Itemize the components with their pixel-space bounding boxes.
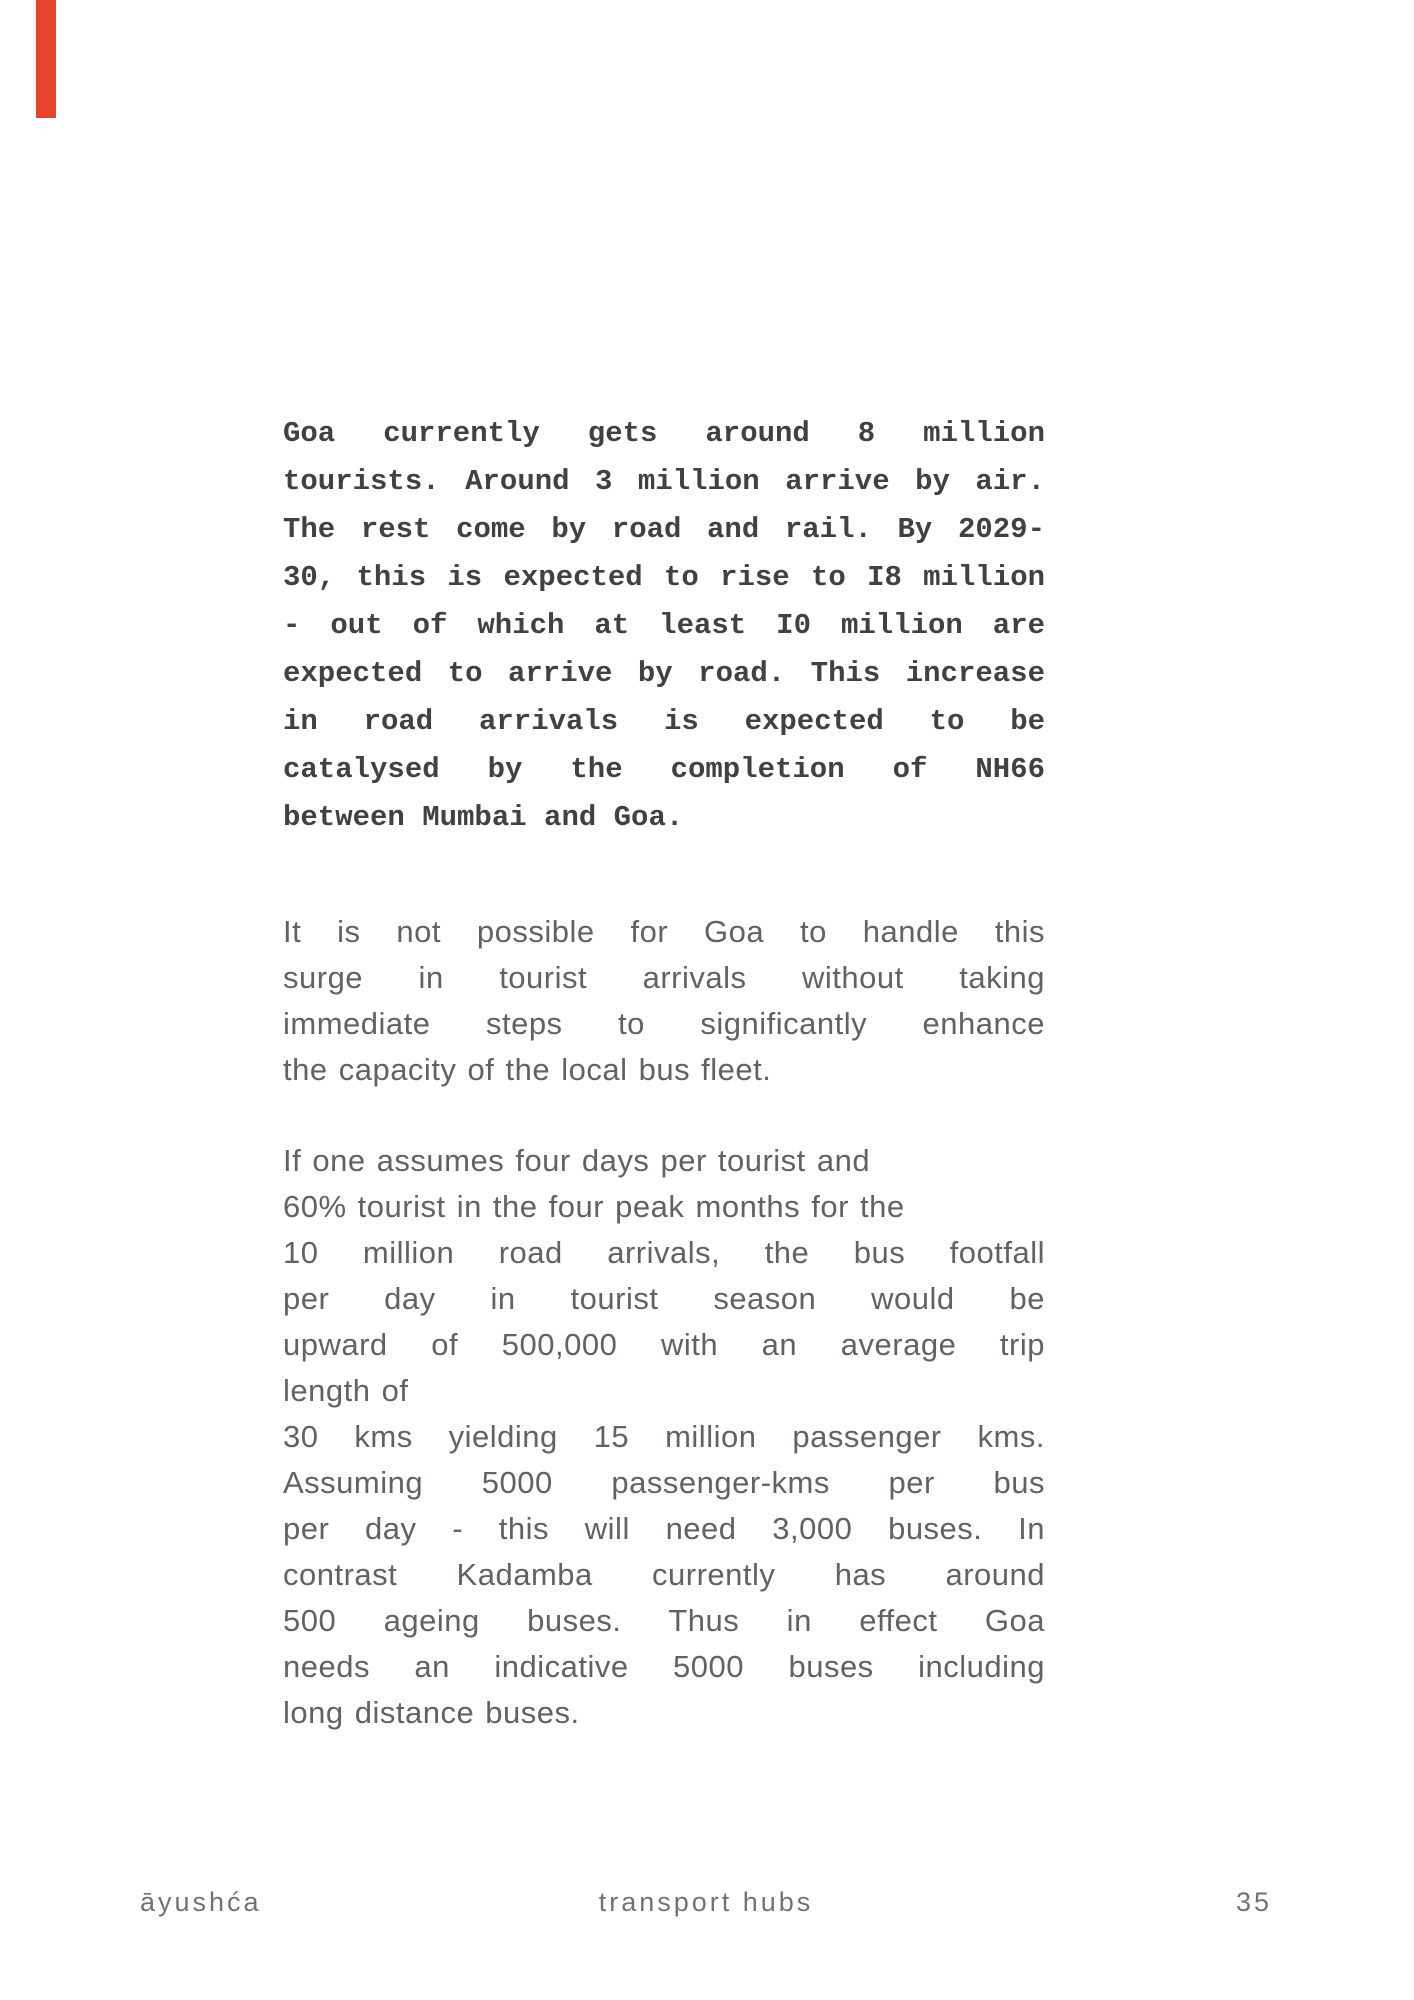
- body-line: 10 million road arrivals, the bus footfall: [283, 1235, 1045, 1270]
- body-line: Assuming 5000 passenger-kms per bus: [283, 1465, 1045, 1500]
- body-line: immediate steps to significantly enhance: [283, 1006, 1045, 1041]
- body-line: per day in tourist season would be: [283, 1281, 1045, 1316]
- typewriter-line: - out of which at least I0 million are: [283, 609, 1045, 642]
- body-line: length of: [283, 1373, 409, 1408]
- footer-section-title: transport hubs: [598, 1887, 814, 1917]
- body-paragraph-capacity: [283, 909, 1045, 1093]
- typewriter-line: expected to arrive by road. This increase: [283, 657, 1045, 690]
- chapter-marker-ribbon: [36, 0, 56, 118]
- typewriter-line: in road arrivals is expected to be: [283, 705, 1045, 738]
- typewriter-line: Goa currently gets around 8 million: [283, 417, 1045, 450]
- body-line: 500 ageing buses. Thus in effect Goa: [283, 1603, 1045, 1638]
- body-line: surge in tourist arrivals without taking: [283, 960, 1045, 995]
- typewriter-line: tourists. Around 3 million arrive by air.: [283, 465, 1045, 498]
- body-paragraph-calculation: [283, 1138, 1045, 1736]
- body-line: upward of 500,000 with an average trip: [283, 1327, 1045, 1362]
- body-line: If one assumes four days per tourist and: [283, 1143, 871, 1178]
- footer-brand: āyushća: [140, 1887, 262, 1917]
- typewriter-paragraph: [283, 410, 1045, 842]
- body-line: contrast Kadamba currently has around: [283, 1557, 1045, 1592]
- body-line: It is not possible for Goa to handle this: [283, 914, 1045, 949]
- body-line: the capacity of the local bus fleet.: [283, 1052, 772, 1087]
- body-line: 30 kms yielding 15 million passenger kms.: [283, 1419, 1045, 1454]
- body-line: 60% tourist in the four peak months for the: [283, 1189, 905, 1224]
- page-number: 35: [1235, 1887, 1272, 1917]
- typewriter-line: The rest come by road and rail. By 2029-: [283, 513, 1045, 546]
- typewriter-line: catalysed by the completion of NH66: [283, 753, 1045, 786]
- body-line: per day - this will need 3,000 buses. In: [283, 1511, 1045, 1546]
- page-footer: [140, 1887, 1272, 1917]
- body-line: long distance buses.: [283, 1695, 580, 1730]
- typewriter-line: 30, this is expected to rise to I8 million: [283, 561, 1045, 594]
- body-line: needs an indicative 5000 buses including: [283, 1649, 1045, 1684]
- typewriter-line: between Mumbai and Goa.: [283, 801, 684, 834]
